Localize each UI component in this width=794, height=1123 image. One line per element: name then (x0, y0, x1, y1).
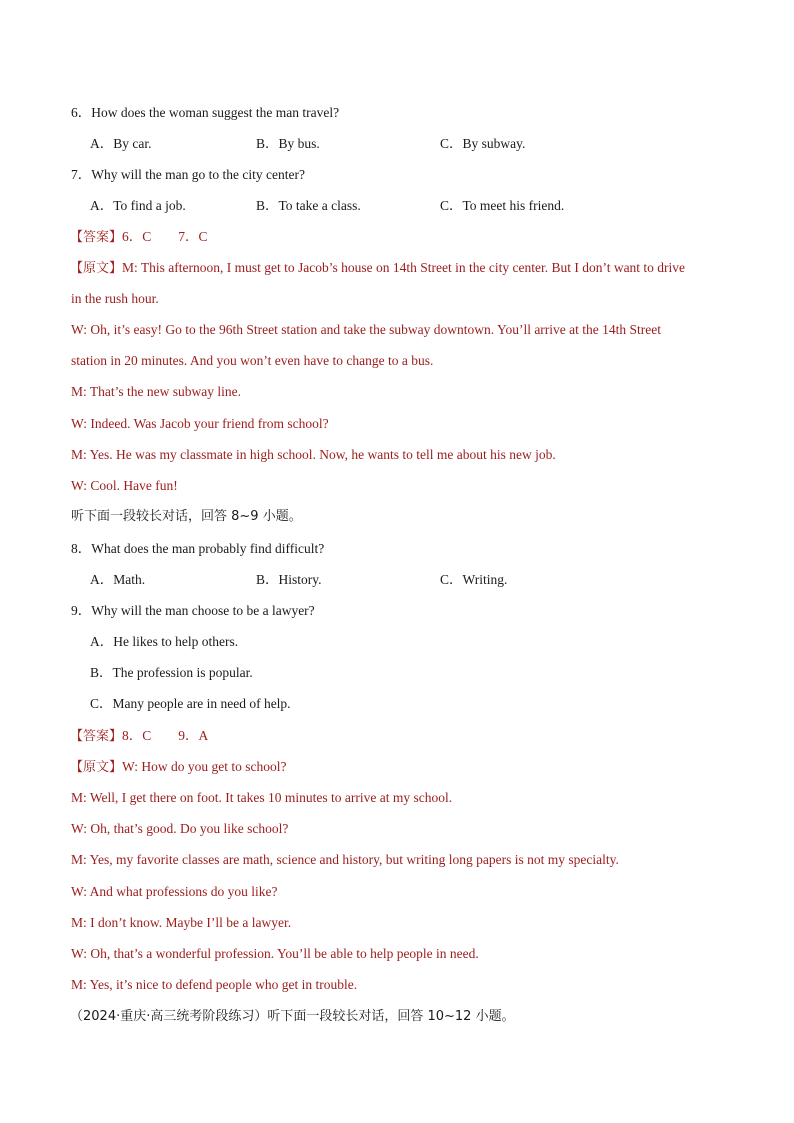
q9-option-a: A．He likes to help others. (90, 634, 239, 649)
question-6: 6．How does the woman suggest the man travel? (71, 105, 340, 120)
q6-option-a: A．By car. (90, 136, 152, 151)
answer-text: 8．C 9．A (122, 728, 209, 743)
transcript-tag: 【原文】 (70, 760, 123, 775)
question-9: 9．Why will the man choose to be a lawyer? (71, 603, 315, 618)
transcript-2-line-5: W: And what professions do you like? (71, 884, 278, 899)
q7-option-b: B．To take a class. (256, 198, 361, 213)
answer-text: 6．C 7．C (122, 229, 208, 244)
answer-block-2 (70, 727, 208, 746)
transcript-1-line-7: M: Yes. He was my classmate in high school. Now, he wants to tell me about his new job. (71, 447, 556, 462)
transcript-1-line-6: W: Indeed. Was Jacob your friend from school? (71, 416, 329, 431)
transcript-1-line-5: M: That’s the new subway line. (71, 384, 241, 399)
section-instruction-3: （2024·重庆·高三统考阶段练习）听下面一段较长对话，回答 10~12 小题。 (70, 1009, 515, 1024)
q9-option-c: C．Many people are in need of help. (90, 696, 291, 711)
transcript-1-line-1 (70, 259, 685, 278)
transcript-1-line-4: station in 20 minutes. And you won’t even have to change to a bus. (71, 353, 434, 368)
question-8: 8．What does the man probably find difficult? (71, 541, 325, 556)
q7-option-a: A．To find a job. (90, 198, 186, 213)
transcript-2-line-8: M: Yes, it’s nice to defend people who get in trouble. (71, 977, 358, 992)
q6-option-c: C．By subway. (440, 136, 526, 151)
answer-block-1 (70, 228, 208, 247)
transcript-line: M: This afternoon, I must get to Jacob’s house on 14th Street in the city center. But I don’t want to drive (122, 260, 686, 275)
transcript-2-line-7: W: Oh, that’s a wonderful profession. You’ll be able to help people in need. (71, 946, 479, 961)
transcript-line: W: How do you get to school? (122, 759, 287, 774)
answer-tag: 【答案】 (70, 729, 123, 744)
transcript-1-line-8: W: Cool. Have fun! (71, 478, 178, 493)
transcript-1-line-3: W: Oh, it’s easy! Go to the 96th Street station and take the subway downtown. You’ll arrive at the 14th Street (71, 322, 662, 337)
q7-option-c: C．To meet his friend. (440, 198, 565, 213)
transcript-2-line-3: W: Oh, that’s good. Do you like school? (71, 821, 289, 836)
transcript-tag: 【原文】 (70, 261, 123, 276)
transcript-2-line-2: M: Well, I get there on foot. It takes 10 minutes to arrive at my school. (71, 790, 453, 805)
q8-option-b: B．History. (256, 572, 322, 587)
section-instruction-2: 听下面一段较长对话，回答 8~9 小题。 (71, 509, 302, 524)
transcript-2-line-6: M: I don’t know. Maybe I’ll be a lawyer. (71, 915, 292, 930)
answer-tag: 【答案】 (70, 230, 123, 245)
transcript-1-line-2: in the rush hour. (71, 291, 159, 306)
q6-option-b: B．By bus. (256, 136, 320, 151)
transcript-2-line-4: M: Yes, my favorite classes are math, science and history, but writing long papers is not my specialty. (71, 852, 619, 867)
q8-option-c: C．Writing. (440, 572, 508, 587)
q9-option-b: B．The profession is popular. (90, 665, 253, 680)
question-7: 7．Why will the man go to the city center? (71, 167, 305, 182)
q8-option-a: A．Math. (90, 572, 146, 587)
transcript-2-line-1 (70, 758, 287, 777)
